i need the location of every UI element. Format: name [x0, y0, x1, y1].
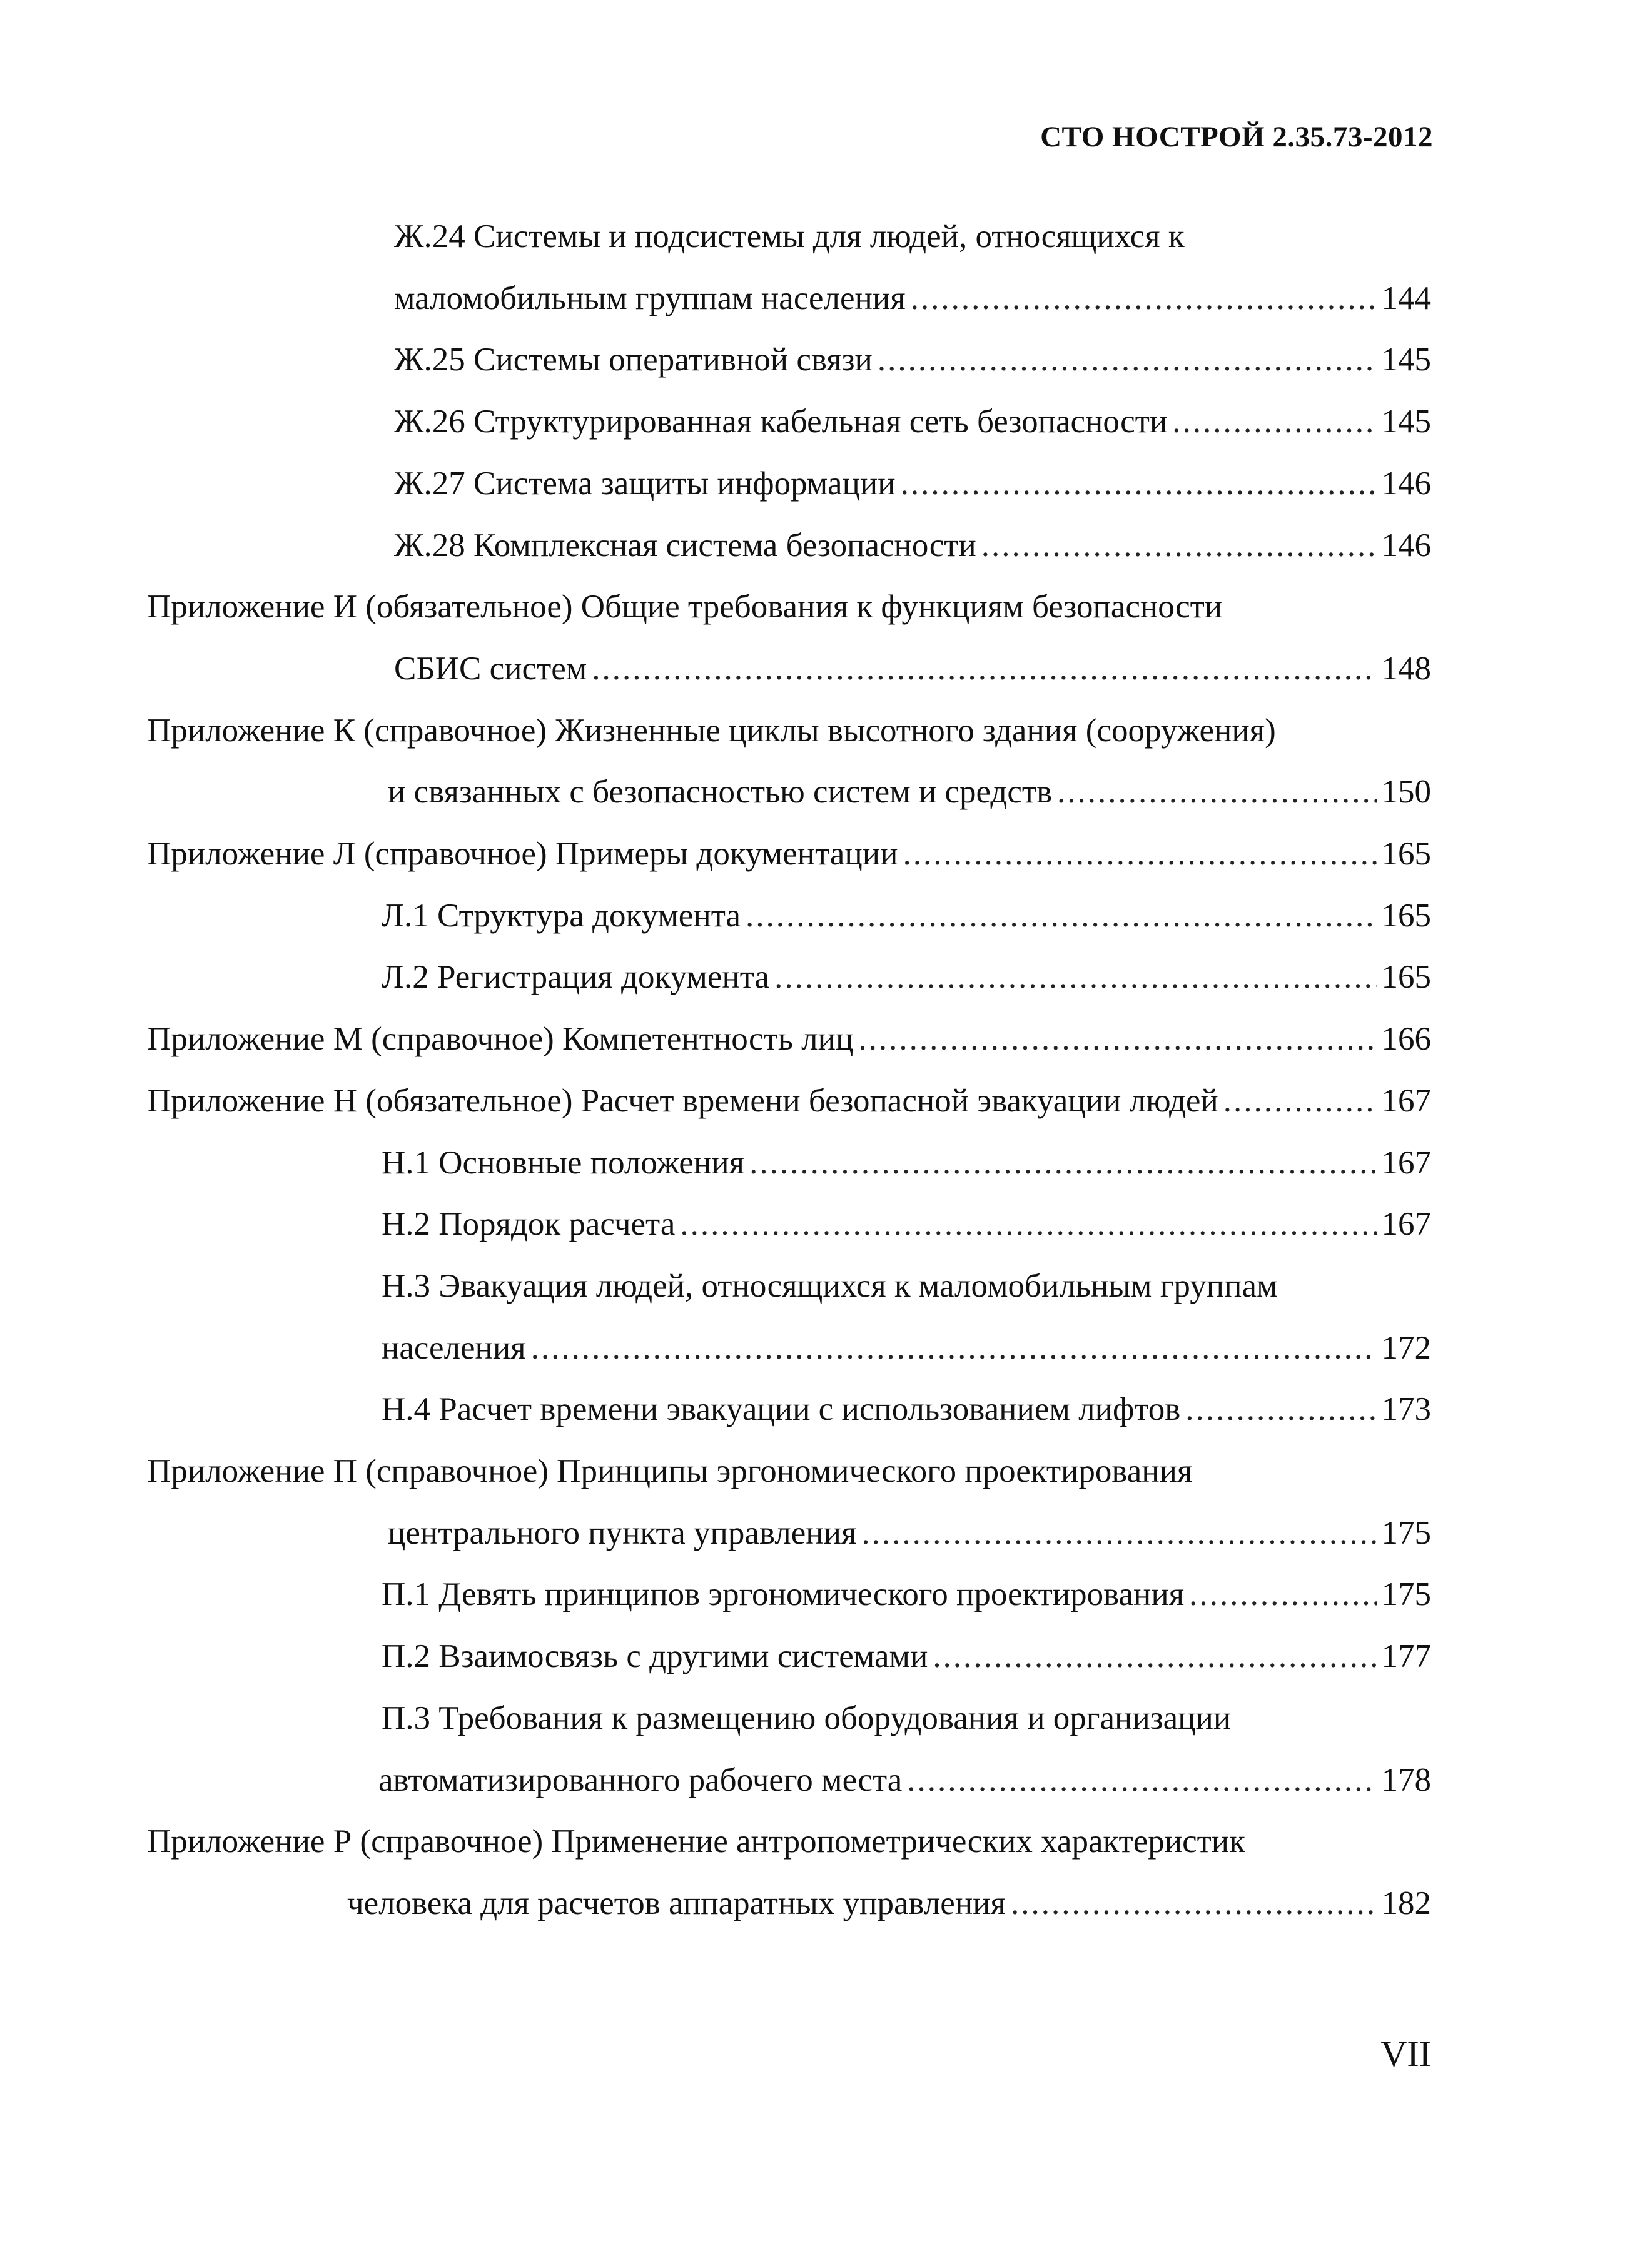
toc-entry-page: 165	[1381, 836, 1431, 872]
toc-entry-page: 172	[1381, 1329, 1431, 1366]
toc-entry-title: Ж.25 Системы оперативной связи	[394, 342, 873, 378]
toc-entry-title: Приложение Р (справочное) Применение антропометрических характеристик	[147, 1823, 1245, 1860]
toc-entry-title: человека для расчетов аппаратных управления	[347, 1885, 1006, 1921]
toc-entry-page: 167	[1381, 1206, 1431, 1243]
toc-entry-page: 150	[1381, 774, 1431, 811]
dot-leader	[680, 1193, 1376, 1255]
document-code-header: СТО НОСТРОЙ 2.35.73-2012	[1040, 121, 1433, 153]
toc-entry-title: Ж.27 Система защиты информации	[394, 465, 896, 502]
toc-entry-page: 165	[1381, 959, 1431, 996]
toc-entry[interactable]	[0, 1378, 1625, 1440]
toc-entry[interactable]	[0, 575, 1625, 638]
toc-entry-page: 167	[1381, 1082, 1431, 1119]
toc-entry-page: 144	[1381, 280, 1431, 316]
toc-entry-page: 148	[1381, 650, 1431, 687]
toc-entry[interactable]	[0, 1317, 1625, 1379]
toc-entry[interactable]	[0, 699, 1625, 762]
toc-entry-page: 167	[1381, 1144, 1431, 1181]
dot-leader	[878, 328, 1377, 391]
toc-entry[interactable]	[0, 1440, 1625, 1502]
toc-entry-page: 146	[1381, 465, 1431, 502]
toc-entry[interactable]	[0, 1070, 1625, 1132]
toc-entry-title: Приложение И (обязательное) Общие требования к функциям безопасности	[147, 589, 1223, 625]
toc-entry-title: Ж.28 Комплексная система безопасности	[394, 527, 976, 564]
toc-entry[interactable]	[0, 761, 1625, 823]
toc-entry-page: 173	[1381, 1391, 1431, 1428]
dot-leader	[901, 452, 1377, 515]
toc-entry-page: 145	[1381, 342, 1431, 378]
dot-leader	[911, 267, 1377, 330]
toc-entry-title: Ж.24 Системы и подсистемы для людей, относящихся к	[394, 218, 1185, 255]
toc-entry-title: Н.3 Эвакуация людей, относящихся к маломобильным группам	[382, 1267, 1278, 1304]
dot-leader	[981, 514, 1377, 577]
toc-entry-page: 178	[1381, 1761, 1431, 1798]
toc-entry[interactable]	[0, 267, 1625, 330]
dot-leader	[907, 1749, 1376, 1811]
toc-entry-title: Приложение М (справочное) Компетентность лиц	[147, 1021, 854, 1058]
toc-entry-title: СБИС систем	[394, 650, 587, 687]
toc-entry-title: автоматизированного рабочего места	[378, 1761, 903, 1798]
toc-entry-title: центрального пункта управления	[388, 1514, 857, 1551]
toc-entry-page: 175	[1381, 1514, 1431, 1551]
toc-entry[interactable]	[0, 1563, 1625, 1626]
toc-entry-title: Приложение Л (справочное) Примеры документации	[147, 836, 898, 872]
toc-entry-title: П.2 Взаимосвязь с другими системами	[382, 1638, 928, 1675]
toc-entry[interactable]	[0, 1625, 1625, 1688]
dot-leader	[746, 884, 1376, 947]
toc-entry-title: П.1 Девять принципов эргономического проектирования	[382, 1576, 1185, 1613]
toc-entry-title: маломобильным группам населения	[394, 280, 906, 316]
dot-leader	[933, 1625, 1376, 1688]
toc-entry[interactable]	[0, 205, 1625, 268]
toc-entry[interactable]	[0, 1872, 1625, 1935]
page-number: VII	[1380, 2033, 1431, 2074]
dot-leader	[903, 823, 1377, 885]
dot-leader	[1172, 390, 1376, 453]
dot-leader	[861, 1502, 1376, 1564]
toc-entry-page: 146	[1381, 527, 1431, 564]
toc-entry-title: Л.2 Регистрация документа	[382, 959, 770, 996]
dot-leader	[774, 946, 1376, 1008]
dot-leader	[749, 1131, 1376, 1194]
toc-entry-title: Н.4 Расчет времени эвакуации с использованием лифтов	[382, 1391, 1181, 1428]
toc-entry-title: Приложение П (справочное) Принципы эргономического проектирования	[147, 1453, 1193, 1489]
toc-entry[interactable]	[0, 884, 1625, 947]
toc-entry-title: Приложение К (справочное) Жизненные циклы высотного здания (сооружения)	[147, 712, 1276, 749]
toc-entry[interactable]	[0, 1255, 1625, 1317]
toc-entry-page: 177	[1381, 1638, 1431, 1675]
dot-leader	[1189, 1563, 1376, 1626]
toc-entry[interactable]	[0, 637, 1625, 700]
toc-entry[interactable]	[0, 328, 1625, 391]
toc-entry[interactable]	[0, 514, 1625, 577]
toc-entry[interactable]	[0, 390, 1625, 453]
toc-entry[interactable]	[0, 1008, 1625, 1070]
toc-entry[interactable]	[0, 946, 1625, 1008]
toc-entry[interactable]	[0, 1810, 1625, 1873]
dot-leader	[531, 1317, 1377, 1379]
toc-entry-title: и связанных с безопасностью систем и средств	[388, 774, 1053, 811]
toc-entry-page: 165	[1381, 897, 1431, 934]
toc-entry-title: Л.1 Структура документа	[382, 897, 741, 934]
dot-leader	[1057, 761, 1376, 823]
toc-entry-title: Н.1 Основные положения	[382, 1144, 745, 1181]
toc-entry-page: 166	[1381, 1021, 1431, 1058]
toc-entry-title: Приложение Н (обязательное) Расчет времени безопасной эвакуации людей	[147, 1082, 1218, 1119]
toc-entry-title: населения	[382, 1329, 526, 1366]
toc-entry[interactable]	[0, 1193, 1625, 1255]
toc-entry[interactable]	[0, 823, 1625, 885]
toc-entry-page: 182	[1381, 1885, 1431, 1921]
toc-entry-title: Ж.26 Структурированная кабельная сеть безопасности	[394, 403, 1168, 440]
toc-entry-page: 175	[1381, 1576, 1431, 1613]
dot-leader	[1011, 1872, 1377, 1935]
toc-entry[interactable]	[0, 1749, 1625, 1811]
dot-leader	[858, 1008, 1376, 1070]
toc-entry-title: Н.2 Порядок расчета	[382, 1206, 676, 1243]
toc-entry-title: П.3 Требования к размещению оборудования и организации	[382, 1699, 1232, 1736]
dot-leader	[1223, 1070, 1377, 1132]
toc-entry[interactable]	[0, 1131, 1625, 1194]
toc-entry[interactable]	[0, 452, 1625, 515]
dot-leader	[1185, 1378, 1376, 1440]
toc-entry-page: 145	[1381, 403, 1431, 440]
toc-entry[interactable]	[0, 1502, 1625, 1564]
toc-entry[interactable]	[0, 1687, 1625, 1749]
dot-leader	[592, 637, 1376, 700]
